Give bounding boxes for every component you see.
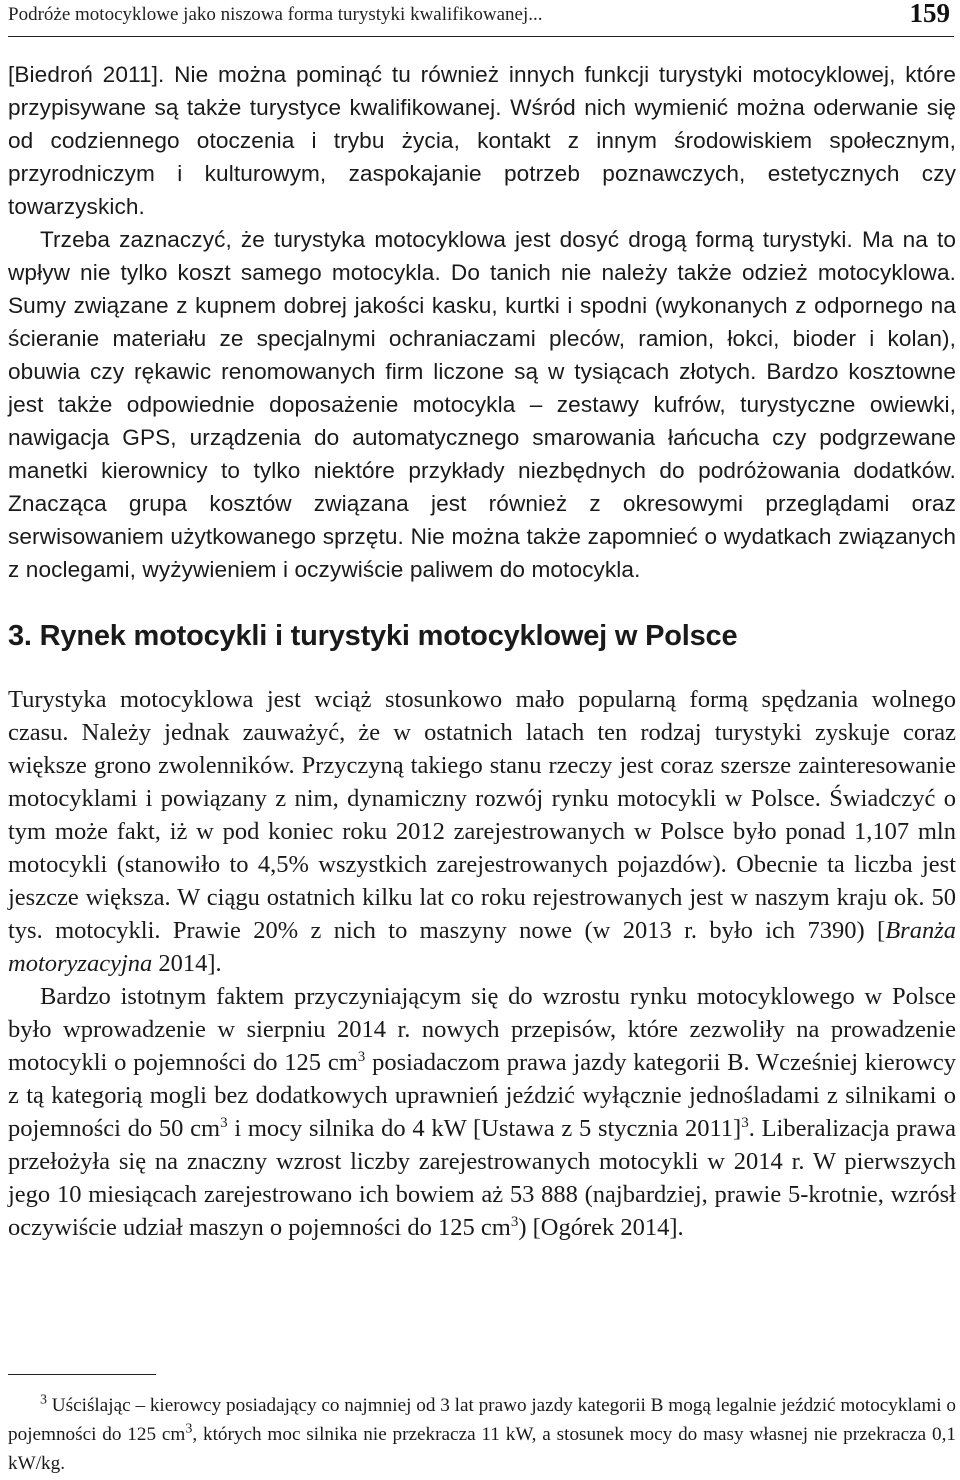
footnote bbox=[8, 1391, 956, 1478]
paragraph-4-part-b: posiadaczom prawa jazdy kategorii B. Wcześniej kierowcy z tą kategorią mogli bez dodatkowych uprawnień jeździć wyłącznie jednośladami z silnikami o pojemności do 50 cm bbox=[8, 1049, 956, 1142]
footnote-reference[interactable]: 3 bbox=[741, 1114, 749, 1131]
footnote-text-b: , których moc silnika nie przekracza 11 kW, a stosunek mocy do masy własnej nie przekracza 0,1 kW/kg. bbox=[8, 1424, 957, 1474]
section-heading: 3. Rynek motocykli i turystyki motocyklowej w Polsce bbox=[8, 620, 738, 652]
superscript-3: 3 bbox=[510, 1213, 519, 1230]
footnote-superscript: 3 bbox=[185, 1421, 193, 1437]
page-number: 159 bbox=[909, 0, 950, 28]
footnote-divider bbox=[8, 1374, 156, 1375]
paragraph-4-part-c: i mocy silnika do 4 kW [Ustawa z 5 stycznia 2011] bbox=[227, 1115, 742, 1142]
running-header bbox=[8, 0, 954, 40]
paragraph-2: Trzeba zaznaczyć, że turystyka motocyklowa jest dosyć drogą formą turystyki. Ma na to wpływ nie tylko koszt samego motocykla. Do tanich nie należy także odzież motocyklowa. Sumy związane z kupnem dobrej jakości kasku, kurtki i spodni (wykonanych z odpornego na ścieranie materiału ze specjalnymi ochraniaczami pleców, ramion, łokci, bioder i kolan), obuwia czy rękawic renomowanych firm liczone są w tysiącach złotych. Bardzo kosztowne jest także odpowiednie doposażenie motocykla – zestawy kufrów, turystyczne owiewki, nawigacja GPS, urządzenia do automatycznego smarowania łańcucha czy podgrzewane manetki kierownicy to tylko niektóre przykłady niezbędnych do podróżowania dodatków. Znacząca grupa kosztów związana jest również z okresowymi przeglądami oraz serwisowaniem użytkowanego sprzętu. Nie można także zapomnieć o wydatkach związanych z noclegami, wyżywieniem i oczywiście paliwem do motocykla. bbox=[8, 227, 956, 582]
citation-italic: Branża motoryzacyjna bbox=[8, 917, 956, 977]
superscript-2: 3 bbox=[220, 1114, 228, 1131]
paragraph-4-part-e: ) [Ogórek 2014]. bbox=[518, 1214, 684, 1241]
paragraph-3 bbox=[8, 683, 956, 980]
superscript-1: 3 bbox=[357, 1048, 366, 1065]
footnote-marker: 3 bbox=[40, 1392, 47, 1408]
paragraph-3-end: 2014]. bbox=[152, 950, 222, 977]
footnote-text-a: Uściślając – kierowcy posiadający co najmniej od 3 lat prawo jazdy kategorii B mogą legalnie jeździć motocyklami o pojemności do 125 cm bbox=[8, 1395, 956, 1445]
header-divider bbox=[8, 36, 954, 37]
paragraph-3-text: Turystyka motocyklowa jest wciąż stosunkowo mało popularną formą spędzania wolnego czasu. Należy jednak zauważyć, że w ostatnich latach ten rodzaj turystyki zyskuje coraz większe grono zwolenników. Przyczyną takiego stanu rzeczy jest coraz szersze zainteresowanie motocyklami i powiązany z nim, dynamiczny rozwój rynku motocykli w Polsce. Świadczyć o tym może fakt, iż w pod koniec roku 2012 zarejestrowanych w Polsce było ponad 1,107 mln motocykli (stanowiło to 4,5% wszystkich zarejestrowanych pojazdów). Obecnie ta liczba jest jeszcze większa. W ciągu ostatnich kilku lat co roku rejestrowanych jest w naszym kraju ok. 50 tys. motocykli. Prawie 20% z nich to maszyny nowe (w 2013 r. było ich 7390) [ bbox=[8, 686, 956, 944]
paragraph-1: [Biedroń 2011]. Nie można pominąć tu również innych funkcji turystyki motocyklowej, które przypisywane są także turystyce kwalifikowanej. Wśród nich wymienić można oderwanie się od codziennego otoczenia i trybu życia, kontakt z innym środowiskiem społecznym, przyrodniczym i kulturowym, zaspokajanie potrzeb poznawczych, estetycznych czy towarzyskich. bbox=[8, 62, 956, 219]
body-text bbox=[8, 58, 956, 1244]
running-title: Podróże motocyklowe jako niszowa forma turystyki kwalifikowanej... bbox=[8, 4, 543, 25]
paragraph-4-part-d: . Liberalizacja prawa przełożyła się na znaczny wzrost liczby zarejestrowanych motocykli w 2014 r. W pierwszych jego 10 miesiącach zarejestrowano ich bowiem aż 53 888 (najbardziej, prawie 5-krotnie, wzrósł oczywiście udział maszyn o pojemności do 125 cm bbox=[8, 1115, 956, 1241]
paragraph-4 bbox=[8, 980, 956, 1244]
paragraph-4-part-a: Bardzo istotnym faktem przyczyniającym się do wzrostu rynku motocyklowego w Polsce było wprowadzenie w sierpniu 2014 r. nowych przepisów, które zezwoliły na prowadzenie motocykli o pojemności do 125 cm bbox=[8, 983, 956, 1076]
